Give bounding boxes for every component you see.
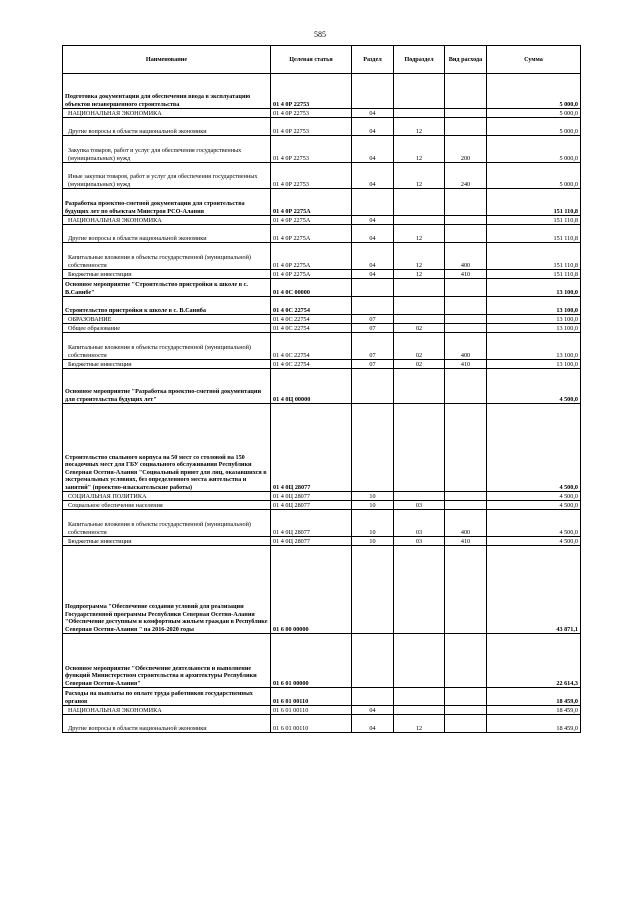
row-sum: 4 500,0	[487, 510, 581, 537]
row-code: 01 4 0С 22754	[271, 315, 352, 324]
row-code: 01 6 01 00000	[271, 634, 352, 688]
row-code: 01 4 0С 22754	[271, 324, 352, 333]
row-expense-type	[445, 189, 487, 216]
row-expense-type	[445, 315, 487, 324]
row-sum: 5 000,0	[487, 118, 581, 136]
row-section: 04	[352, 715, 394, 733]
table-row	[63, 333, 581, 360]
row-section: 04	[352, 216, 394, 225]
row-name: Строительство спального корпуса на 50 мест со столовой на 150 посадочных мест для ГБУ социального обслуживания Республики Северная Осетия-Алания "Социальный приют для лиц, оказавшихся в экстремальных условиях, без определенного места жительства и занятий" (проектно-изыскательские работы)	[63, 404, 271, 492]
row-subsection	[394, 706, 445, 715]
row-code: 01 4 0Ц 28077	[271, 537, 352, 546]
row-name: Другие вопросы в области национальной экономики	[63, 715, 271, 733]
row-expense-type: 410	[445, 537, 487, 546]
row-subsection: 12	[394, 715, 445, 733]
row-sum: 13 100,0	[487, 315, 581, 324]
row-expense-type	[445, 546, 487, 634]
row-section	[352, 404, 394, 492]
row-expense-type: 410	[445, 270, 487, 279]
row-code: 01 6 00 00000	[271, 546, 352, 634]
row-code: 01 6 01 00110	[271, 688, 352, 706]
row-subsection	[394, 297, 445, 315]
header-code: Целевая статья	[271, 46, 352, 74]
row-expense-type: 410	[445, 360, 487, 369]
row-name: НАЦИОНАЛЬНАЯ ЭКОНОМИКА	[63, 109, 271, 118]
row-sum: 13 100,0	[487, 297, 581, 315]
row-subsection	[394, 279, 445, 297]
row-code: 01 4 0Ц 28077	[271, 501, 352, 510]
row-expense-type	[445, 297, 487, 315]
row-section: 10	[352, 492, 394, 501]
row-sum: 5 000,0	[487, 136, 581, 163]
row-sum: 151 110,8	[487, 270, 581, 279]
row-subsection: 02	[394, 333, 445, 360]
row-section: 04	[352, 243, 394, 270]
row-name: Социальное обеспечение населения	[63, 501, 271, 510]
row-sum: 4 500,0	[487, 369, 581, 404]
row-code: 01 4 0Р 22753	[271, 118, 352, 136]
row-sum: 151 110,8	[487, 243, 581, 270]
table-row	[63, 136, 581, 163]
row-code: 01 4 0С 00000	[271, 279, 352, 297]
table-row	[63, 243, 581, 270]
row-subsection: 12	[394, 163, 445, 189]
row-section: 04	[352, 109, 394, 118]
table-row	[63, 297, 581, 315]
table-row	[63, 537, 581, 546]
row-sum: 4 500,0	[487, 501, 581, 510]
row-code: 01 4 0Р 22753	[271, 74, 352, 109]
table-row	[63, 74, 581, 109]
row-subsection: 12	[394, 270, 445, 279]
header-section: Раздел	[352, 46, 394, 74]
row-name: ОБРАЗОВАНИЕ	[63, 315, 271, 324]
row-section: 07	[352, 315, 394, 324]
row-code: 01 4 0Р 22753	[271, 163, 352, 189]
row-section	[352, 688, 394, 706]
row-expense-type: 400	[445, 510, 487, 537]
row-name: Закупка товаров, работ и услуг для обеспечения государственных (муниципальных) нужд	[63, 136, 271, 163]
row-subsection	[394, 634, 445, 688]
row-subsection	[394, 492, 445, 501]
row-code: 01 4 0Ц 00000	[271, 369, 352, 404]
row-name: Бюджетные инвестиции	[63, 537, 271, 546]
row-section	[352, 369, 394, 404]
row-section	[352, 297, 394, 315]
table-row	[63, 501, 581, 510]
row-name: Подпрограмма "Обеспечение создания условий для реализации Государственной программы Республики Северная Осетия-Алания "Обеспечение доступным и комфортным жильем граждан в Республике Северная Осетия-Алания " на 2016-2020 годы	[63, 546, 271, 634]
table-row	[63, 118, 581, 136]
row-expense-type: 400	[445, 333, 487, 360]
row-subsection	[394, 109, 445, 118]
row-sum: 5 000,0	[487, 74, 581, 109]
row-name: Капитальные вложения в объекты государственной (муниципальной) собственности	[63, 510, 271, 537]
table-row	[63, 270, 581, 279]
row-sum: 4 500,0	[487, 537, 581, 546]
row-subsection: 03	[394, 510, 445, 537]
row-subsection	[394, 189, 445, 216]
row-section	[352, 279, 394, 297]
row-subsection	[394, 315, 445, 324]
row-expense-type: 200	[445, 136, 487, 163]
table-row	[63, 225, 581, 243]
row-expense-type	[445, 715, 487, 733]
row-name: НАЦИОНАЛЬНАЯ ЭКОНОМИКА	[63, 706, 271, 715]
row-sum: 43 871,1	[487, 546, 581, 634]
row-code: 01 4 0Ц 28077	[271, 404, 352, 492]
row-subsection: 12	[394, 136, 445, 163]
row-expense-type	[445, 706, 487, 715]
table-row	[63, 369, 581, 404]
row-code: 01 4 0Р 2275А	[271, 216, 352, 225]
row-code: 01 4 0Р 2275А	[271, 189, 352, 216]
table-row	[63, 546, 581, 634]
row-subsection	[394, 369, 445, 404]
table-row	[63, 315, 581, 324]
row-sum: 13 100,0	[487, 360, 581, 369]
row-sum: 13 100,0	[487, 279, 581, 297]
row-sum: 18 459,0	[487, 715, 581, 733]
row-section: 04	[352, 706, 394, 715]
row-code: 01 4 0Р 22753	[271, 109, 352, 118]
row-sum: 13 100,0	[487, 324, 581, 333]
table-row	[63, 492, 581, 501]
row-sum: 151 110,8	[487, 216, 581, 225]
table-row	[63, 109, 581, 118]
row-subsection: 12	[394, 225, 445, 243]
row-section	[352, 74, 394, 109]
row-name: Другие вопросы в области национальной экономики	[63, 225, 271, 243]
row-section	[352, 634, 394, 688]
row-sum: 4 500,0	[487, 492, 581, 501]
row-code: 01 4 0Ц 28077	[271, 492, 352, 501]
row-expense-type	[445, 634, 487, 688]
row-code: 01 4 0Р 2275А	[271, 270, 352, 279]
row-section: 04	[352, 163, 394, 189]
row-expense-type	[445, 688, 487, 706]
row-name: Подготовка документации для обеспечения ввода в эксплуатацию объектов незавершенного строительства	[63, 74, 271, 109]
row-name: Бюджетные инвестиции	[63, 270, 271, 279]
row-subsection: 03	[394, 501, 445, 510]
row-name: Капитальные вложения в объекты государственной (муниципальной) собственности	[63, 333, 271, 360]
row-section: 07	[352, 324, 394, 333]
row-section: 04	[352, 270, 394, 279]
table-row	[63, 163, 581, 189]
row-code: 01 4 0С 22754	[271, 360, 352, 369]
row-name: Расходы на выплаты по оплате труда работников государственных органов	[63, 688, 271, 706]
row-name: Другие вопросы в области национальной экономики	[63, 118, 271, 136]
row-section: 04	[352, 118, 394, 136]
row-name: Основное мероприятие "Обеспечение деятельности и выполнение функций Министерством строительства и архитектуры Республики Северная Осетия-Алания"	[63, 634, 271, 688]
row-subsection	[394, 216, 445, 225]
row-sum: 4 500,0	[487, 404, 581, 492]
table-row	[63, 404, 581, 492]
table-row	[63, 279, 581, 297]
table-row	[63, 510, 581, 537]
row-expense-type	[445, 118, 487, 136]
row-section: 07	[352, 360, 394, 369]
row-section: 10	[352, 537, 394, 546]
row-subsection	[394, 74, 445, 109]
row-sum: 18 459,0	[487, 706, 581, 715]
row-section	[352, 189, 394, 216]
row-subsection: 03	[394, 537, 445, 546]
row-section: 04	[352, 225, 394, 243]
header-sum: Сумма	[487, 46, 581, 74]
row-sum: 151 110,8	[487, 225, 581, 243]
row-name: Общее образование	[63, 324, 271, 333]
row-subsection: 12	[394, 243, 445, 270]
table-row	[63, 706, 581, 715]
table-row	[63, 688, 581, 706]
row-code: 01 6 01 00110	[271, 706, 352, 715]
row-name: Разработка проектно-сметной документации для строительства будущих лет по объектам Минстроя РСО-Алания	[63, 189, 271, 216]
row-section: 10	[352, 501, 394, 510]
row-expense-type	[445, 404, 487, 492]
header-name: Наименование	[63, 46, 271, 74]
row-subsection: 02	[394, 324, 445, 333]
row-sum: 18 459,0	[487, 688, 581, 706]
row-name: Бюджетные инвестиции	[63, 360, 271, 369]
row-name: Основное мероприятие "Разработка проектно-сметной документации для строительства будущих лет"	[63, 369, 271, 404]
row-subsection	[394, 546, 445, 634]
row-code: 01 4 0Р 22753	[271, 136, 352, 163]
row-section	[352, 546, 394, 634]
row-expense-type	[445, 501, 487, 510]
row-name: НАЦИОНАЛЬНАЯ ЭКОНОМИКА	[63, 216, 271, 225]
row-code: 01 4 0С 22754	[271, 297, 352, 315]
table-row	[63, 715, 581, 733]
row-code: 01 4 0Ц 28077	[271, 510, 352, 537]
row-expense-type	[445, 279, 487, 297]
row-expense-type	[445, 216, 487, 225]
row-subsection	[394, 688, 445, 706]
row-expense-type	[445, 109, 487, 118]
row-name: Строительство пристройки к школе в с. В.Саниба	[63, 297, 271, 315]
row-expense-type	[445, 492, 487, 501]
row-subsection: 12	[394, 118, 445, 136]
row-sum: 151 110,8	[487, 189, 581, 216]
row-subsection: 02	[394, 360, 445, 369]
row-code: 01 4 0Р 2275А	[271, 243, 352, 270]
table-row	[63, 189, 581, 216]
table-row	[63, 360, 581, 369]
row-code: 01 4 0Р 2275А	[271, 225, 352, 243]
row-section: 10	[352, 510, 394, 537]
row-expense-type	[445, 74, 487, 109]
row-name: Капитальные вложения в объекты государственной (муниципальной) собственности	[63, 243, 271, 270]
row-expense-type: 240	[445, 163, 487, 189]
row-code: 01 6 01 00110	[271, 715, 352, 733]
header-subsection: Подраздел	[394, 46, 445, 74]
table-row	[63, 324, 581, 333]
row-name: СОЦИАЛЬНАЯ ПОЛИТИКА	[63, 492, 271, 501]
row-expense-type	[445, 225, 487, 243]
table-header-row	[63, 46, 581, 74]
row-sum: 5 000,0	[487, 163, 581, 189]
row-sum: 22 614,3	[487, 634, 581, 688]
row-section: 04	[352, 136, 394, 163]
row-name: Иные закупки товаров, работ и услуг для обеспечения государственных (муниципальных) нужд	[63, 163, 271, 189]
table-row	[63, 634, 581, 688]
row-section: 07	[352, 333, 394, 360]
row-sum: 5 000,0	[487, 109, 581, 118]
row-expense-type	[445, 369, 487, 404]
page-number: 585	[314, 30, 326, 39]
row-expense-type	[445, 324, 487, 333]
row-subsection	[394, 404, 445, 492]
table-row	[63, 216, 581, 225]
budget-table	[62, 45, 581, 733]
row-code: 01 4 0С 22754	[271, 333, 352, 360]
row-expense-type: 400	[445, 243, 487, 270]
row-sum: 13 100,0	[487, 333, 581, 360]
header-expense-type: Вид расхода	[445, 46, 487, 74]
row-name: Основное мероприятие "Строительство пристройки к школе в с. В.Санибе"	[63, 279, 271, 297]
